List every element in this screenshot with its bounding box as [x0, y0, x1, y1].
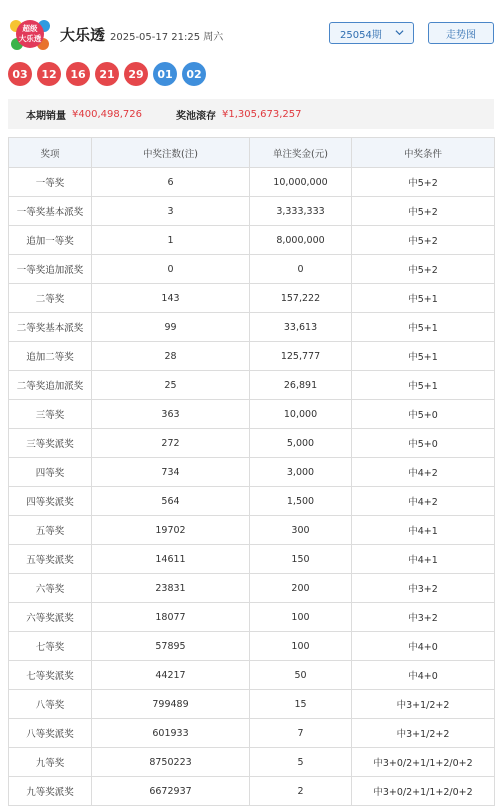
winning-count-cell: 6672937: [92, 777, 250, 806]
condition-cell: 中5+1: [352, 284, 495, 313]
table-row: [9, 197, 495, 226]
prize-level-cell: 九等奖派奖: [9, 777, 92, 806]
table-row: [9, 777, 495, 806]
column-header-winning-count: 中奖注数(注): [92, 138, 250, 168]
winning-count-cell: 23831: [92, 574, 250, 603]
prize-amount-cell: 8,000,000: [250, 226, 352, 255]
winning-count-cell: 363: [92, 400, 250, 429]
winning-count-cell: 99: [92, 313, 250, 342]
winning-count-cell: 25: [92, 371, 250, 400]
header: [0, 0, 503, 62]
prize-amount-cell: 5: [250, 748, 352, 777]
prize-level-cell: 四等奖: [9, 458, 92, 487]
prize-amount-cell: 3,000: [250, 458, 352, 487]
condition-cell: 中4+0: [352, 661, 495, 690]
period-select-value: 25054期: [340, 29, 382, 41]
table-row: [9, 168, 495, 197]
winning-count-cell: 14611: [92, 545, 250, 574]
prize-level-cell: 一等奖追加派奖: [9, 255, 92, 284]
prize-amount-cell: 7: [250, 719, 352, 748]
condition-cell: 中5+1: [352, 313, 495, 342]
prize-amount-cell: 33,613: [250, 313, 352, 342]
condition-cell: 中5+0: [352, 400, 495, 429]
table-row: [9, 690, 495, 719]
prize-level-cell: 一等奖基本派奖: [9, 197, 92, 226]
prize-amount-cell: 125,777: [250, 342, 352, 371]
red-ball: 12: [37, 62, 61, 86]
table-row: [9, 371, 495, 400]
winning-count-cell: 1: [92, 226, 250, 255]
table-row: [9, 719, 495, 748]
condition-cell: 中5+1: [352, 342, 495, 371]
condition-cell: 中3+2: [352, 574, 495, 603]
chevron-down-icon: [395, 28, 404, 37]
condition-cell: 中5+2: [352, 197, 495, 226]
pool-label: 奖池滚存: [175, 110, 216, 122]
prize-amount-cell: 10,000: [250, 400, 352, 429]
svg-text:超级: 超级: [22, 24, 38, 33]
prize-level-cell: 四等奖派奖: [9, 487, 92, 516]
winning-count-cell: 0: [92, 255, 250, 284]
winning-count-cell: 601933: [92, 719, 250, 748]
winning-count-cell: 799489: [92, 690, 250, 719]
condition-cell: 中4+1: [352, 545, 495, 574]
condition-cell: 中5+1: [352, 371, 495, 400]
prize-level-cell: 三等奖: [9, 400, 92, 429]
prize-amount-cell: 26,891: [250, 371, 352, 400]
prize-amount-cell: 100: [250, 632, 352, 661]
table-row: [9, 603, 495, 632]
winning-count-cell: 3: [92, 197, 250, 226]
condition-cell: 中3+0/2+1/1+2/0+2: [352, 777, 495, 806]
prize-amount-cell: 200: [250, 574, 352, 603]
trend-chart-button-label: 走势图: [446, 29, 476, 41]
blue-ball: 01: [153, 62, 177, 86]
prize-level-cell: 六等奖: [9, 574, 92, 603]
prize-amount-cell: 15: [250, 690, 352, 719]
winning-count-cell: 57895: [92, 632, 250, 661]
prize-level-cell: 八等奖: [9, 690, 92, 719]
table-row: [9, 661, 495, 690]
sales-value: ¥400,498,726: [72, 108, 142, 120]
condition-cell: 中5+0: [352, 429, 495, 458]
table-row: [9, 632, 495, 661]
condition-cell: 中4+2: [352, 458, 495, 487]
winning-count-cell: 28: [92, 342, 250, 371]
table-row: [9, 545, 495, 574]
prize-level-cell: 追加一等奖: [9, 226, 92, 255]
prize-amount-cell: 2: [250, 777, 352, 806]
prize-level-cell: 五等奖派奖: [9, 545, 92, 574]
table-row: [9, 429, 495, 458]
prize-level-cell: 五等奖: [9, 516, 92, 545]
prize-table: [8, 137, 495, 806]
prize-amount-cell: 50: [250, 661, 352, 690]
super-lotto-logo: [8, 14, 52, 54]
winning-count-cell: 8750223: [92, 748, 250, 777]
prize-amount-cell: 3,333,333: [250, 197, 352, 226]
prize-level-cell: 二等奖: [9, 284, 92, 313]
period-select[interactable]: [329, 22, 414, 44]
draw-numbers: [8, 62, 206, 86]
condition-cell: 中5+2: [352, 226, 495, 255]
condition-cell: 中3+1/2+2: [352, 690, 495, 719]
red-ball: 16: [66, 62, 90, 86]
winning-count-cell: 143: [92, 284, 250, 313]
red-ball: 29: [124, 62, 148, 86]
table-row: [9, 458, 495, 487]
table-row: [9, 400, 495, 429]
prize-amount-cell: 5,000: [250, 429, 352, 458]
column-header-condition: 中奖条件: [352, 138, 495, 168]
prize-level-cell: 七等奖: [9, 632, 92, 661]
prize-amount-cell: 1,500: [250, 487, 352, 516]
draw-datetime: 2025-05-17 21:25 周六: [110, 32, 224, 43]
svg-text:大乐透: 大乐透: [18, 34, 42, 43]
prize-table-header: [9, 138, 495, 168]
prize-level-cell: 八等奖派奖: [9, 719, 92, 748]
table-row: [9, 313, 495, 342]
table-row: [9, 516, 495, 545]
prize-amount-cell: 150: [250, 545, 352, 574]
column-header-prize-level: 奖项: [9, 138, 92, 168]
winning-count-cell: 18077: [92, 603, 250, 632]
prize-level-cell: 追加二等奖: [9, 342, 92, 371]
red-ball: 03: [8, 62, 32, 86]
prize-amount-cell: 10,000,000: [250, 168, 352, 197]
condition-cell: 中5+2: [352, 168, 495, 197]
condition-cell: 中3+0/2+1/1+2/0+2: [352, 748, 495, 777]
prize-amount-cell: 100: [250, 603, 352, 632]
sales-summary: [8, 99, 494, 129]
pool-value: ¥1,305,673,257: [221, 108, 302, 120]
red-ball: 21: [95, 62, 119, 86]
winning-count-cell: 564: [92, 487, 250, 516]
prize-level-cell: 七等奖派奖: [9, 661, 92, 690]
condition-cell: 中4+1: [352, 516, 495, 545]
condition-cell: 中4+0: [352, 632, 495, 661]
table-row: [9, 342, 495, 371]
prize-level-cell: 三等奖派奖: [9, 429, 92, 458]
winning-count-cell: 19702: [92, 516, 250, 545]
prize-level-cell: 六等奖派奖: [9, 603, 92, 632]
table-row: [9, 255, 495, 284]
app-title: 大乐透: [60, 26, 106, 44]
sales-label: 本期销量: [26, 110, 66, 122]
trend-chart-button[interactable]: [428, 22, 494, 44]
prize-level-cell: 二等奖追加派奖: [9, 371, 92, 400]
condition-cell: 中3+1/2+2: [352, 719, 495, 748]
table-row: [9, 574, 495, 603]
prize-amount-cell: 300: [250, 516, 352, 545]
table-row: [9, 487, 495, 516]
prize-level-cell: 一等奖: [9, 168, 92, 197]
condition-cell: 中4+2: [352, 487, 495, 516]
column-header-prize-amount: 单注奖金(元): [250, 138, 352, 168]
table-row: [9, 748, 495, 777]
prize-amount-cell: 157,222: [250, 284, 352, 313]
condition-cell: 中5+2: [352, 255, 495, 284]
prize-level-cell: 二等奖基本派奖: [9, 313, 92, 342]
winning-count-cell: 734: [92, 458, 250, 487]
prize-level-cell: 九等奖: [9, 748, 92, 777]
winning-count-cell: 6: [92, 168, 250, 197]
prize-amount-cell: 0: [250, 255, 352, 284]
table-row: [9, 284, 495, 313]
winning-count-cell: 44217: [92, 661, 250, 690]
table-row: [9, 226, 495, 255]
blue-ball: 02: [182, 62, 206, 86]
condition-cell: 中3+2: [352, 603, 495, 632]
winning-count-cell: 272: [92, 429, 250, 458]
